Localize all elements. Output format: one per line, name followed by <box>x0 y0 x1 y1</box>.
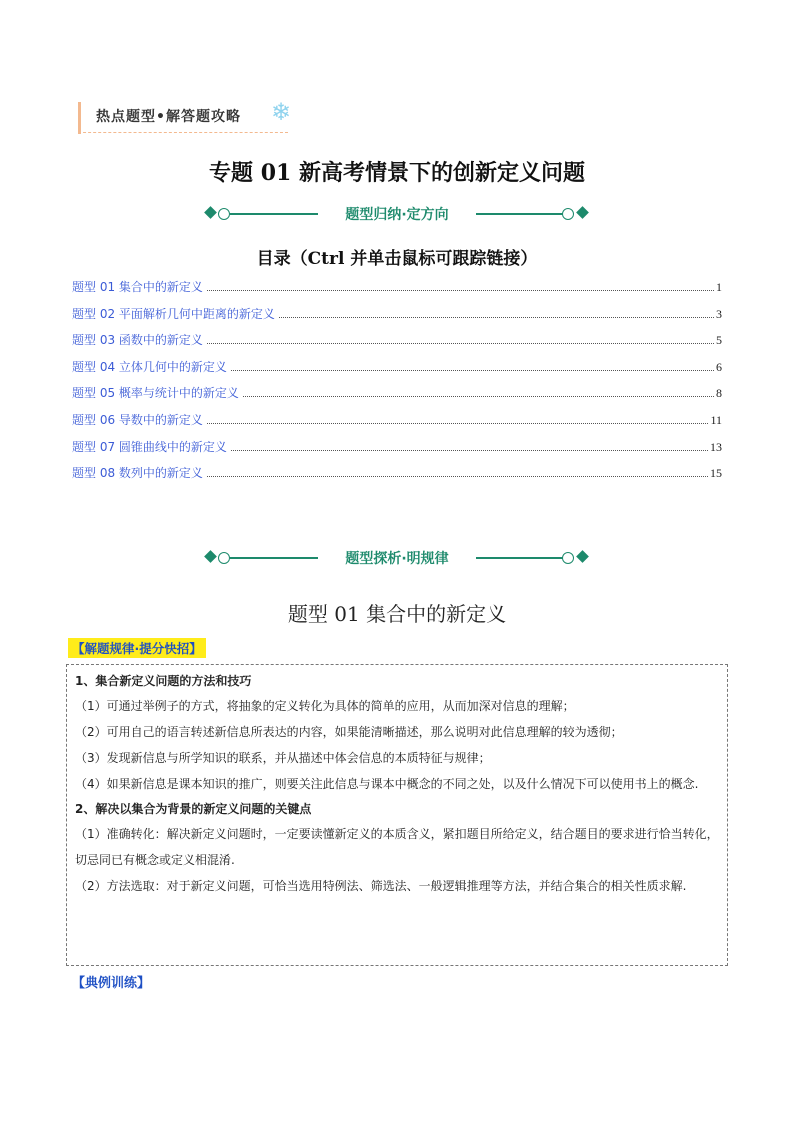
toc-leader <box>243 396 714 397</box>
section-banner-summary <box>200 204 594 226</box>
toc-leader <box>279 317 714 318</box>
example-label: 【典例训练】 <box>72 976 151 991</box>
section-title: 题型 01 集合中的新定义 <box>287 602 507 626</box>
ring-icon <box>562 208 574 220</box>
toc-item[interactable] <box>72 464 722 491</box>
toc-item[interactable] <box>72 331 722 358</box>
toc-item-label[interactable]: 题型 03 函数中的新定义 <box>72 333 203 348</box>
tips-paragraph: （2）方法选取：对于新定义问题，可恰当选用特例法、筛选法、一般逻辑推理等方法，并结合集合的相关性质求解. <box>75 879 687 893</box>
toc-item-label[interactable]: 题型 08 数列中的新定义 <box>72 466 203 481</box>
toc-leader <box>207 343 714 344</box>
toc-page-number: 15 <box>710 466 722 481</box>
toc-leader <box>231 450 708 451</box>
banner-text: 题型归纳·定方向 <box>345 207 449 223</box>
toc-heading: 目录（Ctrl 并单击鼠标可跟踪链接） <box>256 249 538 269</box>
toc-item[interactable] <box>72 384 722 411</box>
toc-item-label[interactable]: 题型 07 圆锥曲线中的新定义 <box>72 439 227 454</box>
tips-paragraph: （4）如果新信息是课本知识的推广，则要关注此信息与课本中概念的不同之处，以及什么情况下可以使用书上的概念. <box>75 777 699 791</box>
toc-item[interactable] <box>72 305 722 332</box>
ring-icon <box>562 552 574 564</box>
toc-page-number: 13 <box>710 439 722 454</box>
toc-item-label[interactable]: 题型 01 集合中的新定义 <box>72 280 203 294</box>
section-banner-explore <box>200 548 594 570</box>
banner-line-right <box>476 557 564 559</box>
tips-label: 【解题规律·提分快招】 <box>68 638 206 658</box>
toc-page-number: 3 <box>716 306 722 321</box>
toc-leader <box>207 476 708 477</box>
page-title: 专题 01 新高考情景下的创新定义问题 <box>209 160 585 186</box>
header-tag-text: 热点题型•解答题攻略 <box>96 109 241 125</box>
toc-page-number: 5 <box>716 333 722 348</box>
toc-item-label[interactable]: 题型 05 概率与统计中的新定义 <box>72 386 239 401</box>
toc-item-label[interactable]: 题型 06 导数中的新定义 <box>72 412 203 427</box>
toc-item[interactable] <box>72 358 722 385</box>
toc-page-number: 11 <box>710 412 722 427</box>
tips-box <box>66 664 728 966</box>
tips-heading-2: 2、解决以集合为背景的新定义问题的关键点 <box>75 802 312 816</box>
toc-item-label[interactable]: 题型 02 平面解析几何中距离的新定义 <box>72 306 275 321</box>
banner-line-right <box>476 213 564 215</box>
toc-page-number: 8 <box>716 386 722 401</box>
toc-item[interactable] <box>72 278 722 305</box>
tips-heading-1: 1、集合新定义问题的方法和技巧 <box>75 674 252 688</box>
toc-leader <box>207 423 709 424</box>
header-accent-line <box>78 102 81 134</box>
header-tag <box>78 100 308 134</box>
toc-page-number: 6 <box>716 359 722 374</box>
tips-paragraph: （2）可用自己的语言转述新信息所表达的内容，如果能清晰描述，那么说明对此信息理解的较为透彻； <box>75 725 623 739</box>
tips-paragraph: （1）准确转化：解决新定义问题时，一定要读懂新定义的本质含义，紧扣题目所给定义，结合题目的要求进行恰当转化，切忌同已有概念或定义相混淆. <box>75 827 719 867</box>
toc-leader <box>207 290 714 291</box>
tips-paragraph: （3）发现新信息与所学知识的联系，并从描述中体会信息的本质特征与规律； <box>75 751 491 765</box>
banner-text: 题型探析·明规律 <box>345 551 449 567</box>
toc-leader <box>231 370 714 371</box>
tips-paragraph: （1）可通过举例子的方式，将抽象的定义转化为具体的简单的应用，从而加深对信息的理解； <box>75 699 575 713</box>
header-underline <box>78 132 288 133</box>
toc-item[interactable] <box>72 411 722 438</box>
snowflake-icon: ❄ <box>271 98 292 126</box>
toc-item[interactable] <box>72 438 722 465</box>
table-of-contents <box>72 278 722 491</box>
toc-item-label[interactable]: 题型 04 立体几何中的新定义 <box>72 359 227 374</box>
toc-page-number: 1 <box>716 280 722 294</box>
